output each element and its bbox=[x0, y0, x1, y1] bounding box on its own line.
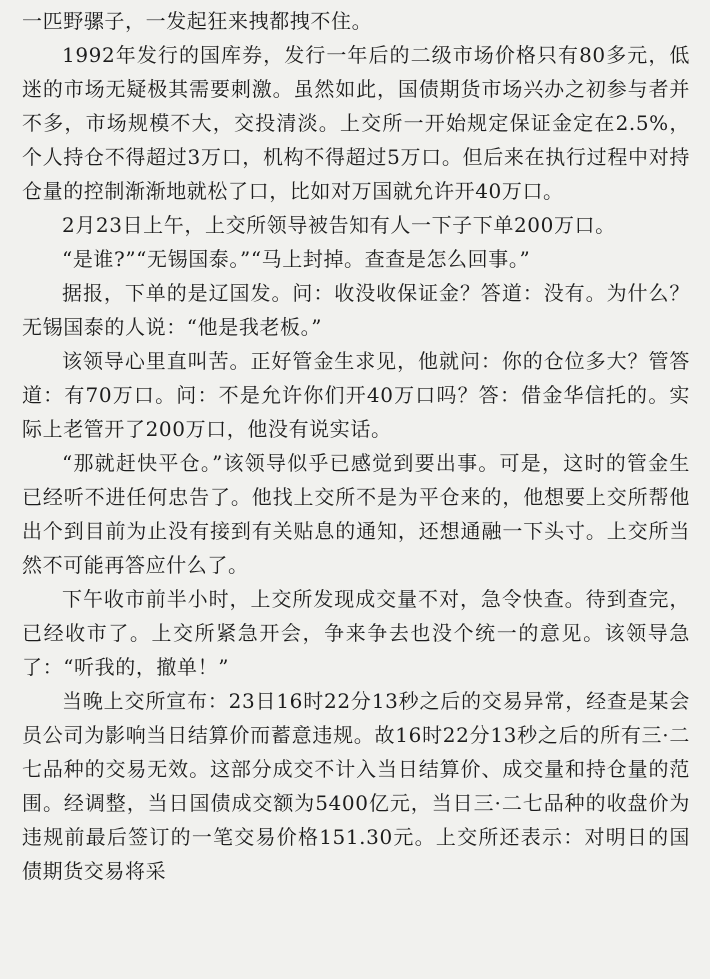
paragraph-7: “那就赶快平仓。”该领导似乎已感觉到要出事。可是，这时的管金生已经听不进任何忠告了。他找上交所不是为平仓来的，他想要上交所帮他出个到目前为止没有接到有关贴息的通知，还想通融一下头寸。上交所当然不可能再答应什么了。 bbox=[22, 451, 690, 577]
paragraph-6: 该领导心里直叫苦。正好管金生求见，他就问：你的仓位多大？管答道：有70万口。问：不是允许你们开40万口吗？答：借金华信托的。实际上老管开了200万口，他没有说实话。 bbox=[22, 349, 690, 441]
paragraph-8: 下午收市前半小时，上交所发现成交量不对，急令快查。待到查完，已经收市了。上交所紧急开会，争来争去也没个统一的意见。该领导急了：“听我的，撤单！” bbox=[22, 587, 690, 679]
paragraph-4: “是谁?”“无锡国泰。”“马上封掉。查查是怎么回事。” bbox=[62, 247, 531, 271]
paragraph-9: 当晚上交所宣布：23日16时22分13秒之后的交易异常，经查是某会员公司为影响当日结算价而蓄意违规。故16时22分13秒之后的所有三·二七品种的交易无效。这部分成交不计入当日结算价、成交量和持仓量的范围。经调整，当日国债成交额为5400亿元，当日三·二七品种的收盘价为违规前最后签订的一笔交易价格151.30元。上交所还表示：对明日的国债期货交易将采 bbox=[22, 689, 690, 883]
paragraph-1: 一匹野骡子，一发起狂来拽都拽不住。 bbox=[22, 9, 373, 33]
paragraph-5: 据报，下单的是辽国发。问：收没收保证金？答道：没有。为什么？无锡国泰的人说：“他是我老板。” bbox=[22, 281, 690, 339]
paragraph-2: 1992年发行的国库券，发行一年后的二级市场价格只有80多元，低迷的市场无疑极其需要刺激。虽然如此，国债期货市场兴办之初参与者并不多，市场规模不大，交投清淡。上交所一开始规定保证金定在2.5%，个人持仓不得超过3万口，机构不得超过5万口。但后来在执行过程中对持仓量的控制渐渐地就松了口，比如对万国就允许开40万口。 bbox=[22, 43, 690, 203]
paragraph-3: 2月23日上午，上交所领导被告知有人一下子下单200万口。 bbox=[62, 213, 616, 237]
